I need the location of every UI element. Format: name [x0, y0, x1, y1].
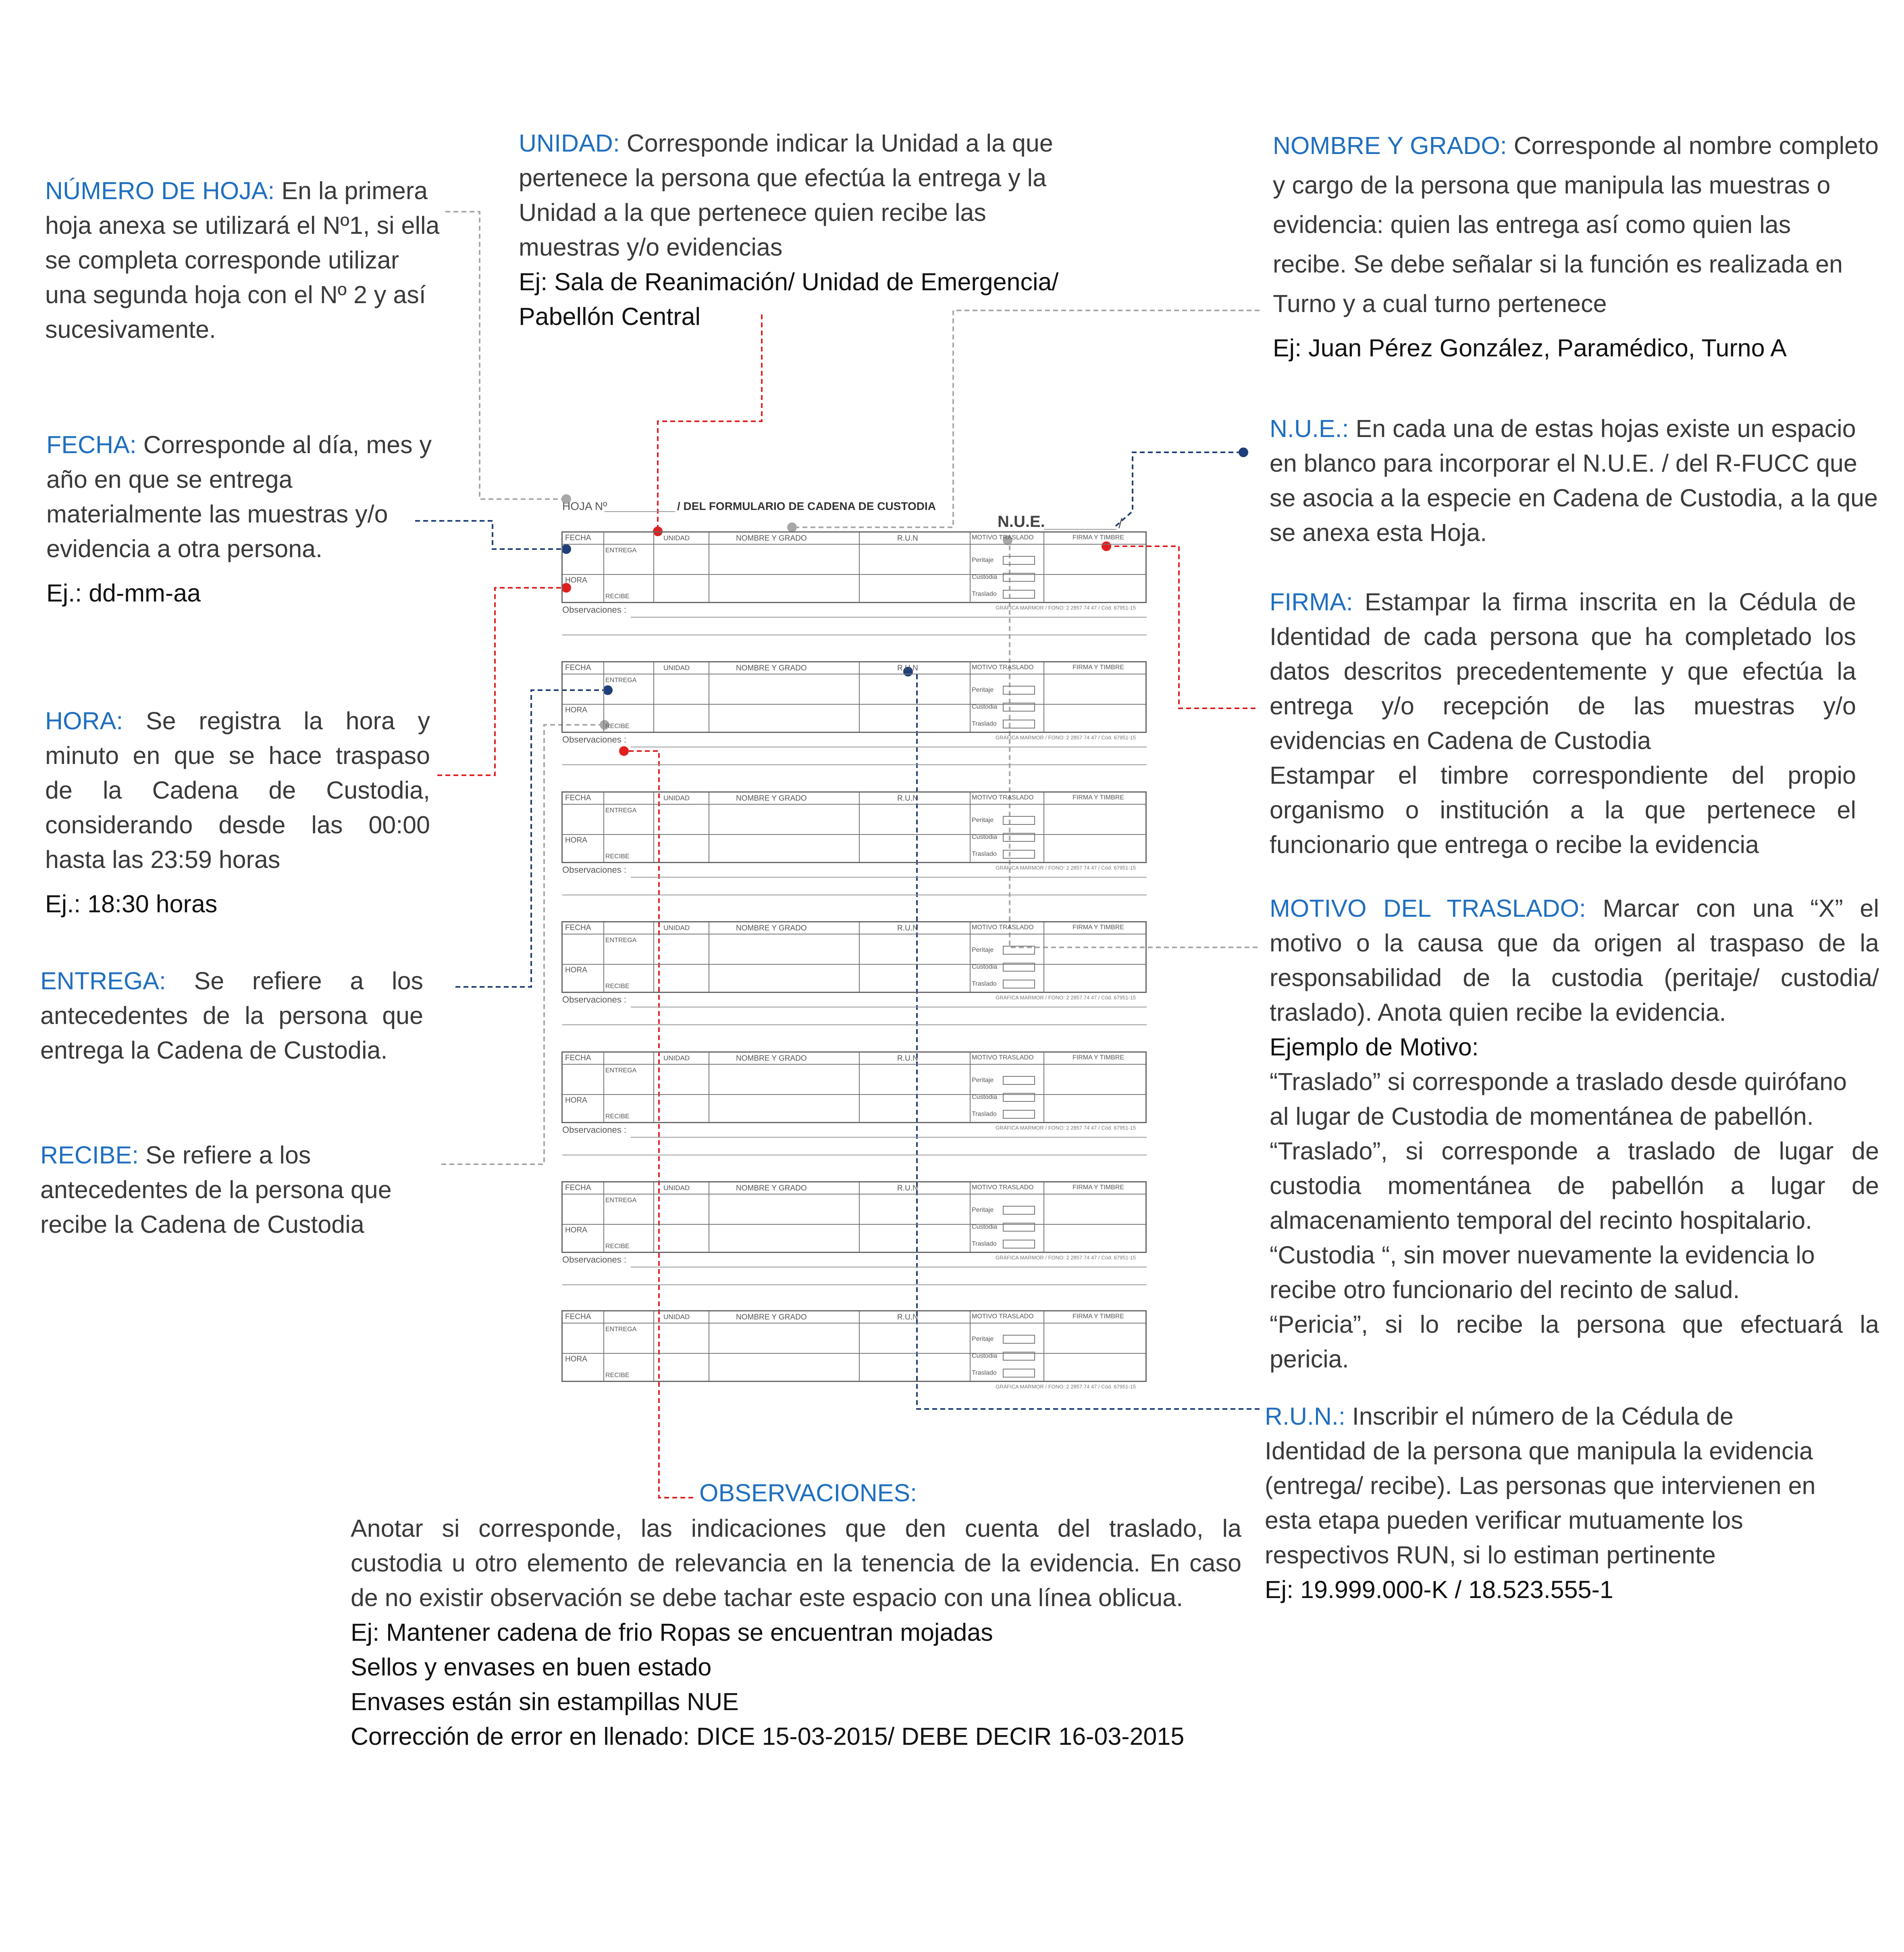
- note-line: considerando desde las 00:00: [45, 811, 430, 839]
- header-divider: [563, 1194, 1145, 1195]
- col-divider: [653, 662, 654, 732]
- motivo-peritaje-checkbox[interactable]: [1003, 1206, 1035, 1215]
- connector-dot-observaciones: [619, 746, 629, 756]
- motivo-traslado-checkbox[interactable]: [1003, 980, 1035, 988]
- form-block: [561, 921, 1147, 993]
- note-line: recibe. Se debe señalar si la función es realizada en: [1273, 250, 1843, 278]
- motivo-custodia-label: Custodia: [972, 574, 998, 581]
- observaciones-label: Observaciones :: [562, 1125, 626, 1135]
- motivo-traslado-checkbox[interactable]: [1003, 1240, 1035, 1249]
- header-divider: [563, 1323, 1145, 1324]
- col-header-nombre: NOMBRE Y GRADO: [736, 924, 807, 932]
- motivo-custodia-checkbox[interactable]: [1003, 1223, 1035, 1232]
- note-label: RECIBE:: [40, 1141, 139, 1169]
- note-line: Anotar si corresponde, las indicaciones que den cuenta del traslado, la: [351, 1515, 1241, 1542]
- note-label: ENTREGA:: [40, 967, 166, 995]
- col-divider: [603, 1053, 604, 1122]
- col-divider: [970, 533, 971, 602]
- form-block: [561, 1310, 1147, 1382]
- note-example: Ej: Sala de Reanimación/ Unidad de Emergencia/: [519, 268, 1059, 296]
- connector-nue: [1116, 452, 1241, 526]
- col-divider: [1043, 533, 1044, 602]
- note-example: Envases están sin estampillas NUE: [351, 1688, 739, 1715]
- col-header-firma: FIRMA Y TIMBRE: [1073, 534, 1125, 541]
- connector-dot-nue: [1239, 447, 1248, 457]
- note-body: [1270, 758, 1856, 827]
- observaciones-line[interactable]: [562, 1024, 1147, 1025]
- note-label: FIRMA:: [1270, 588, 1353, 616]
- observaciones-line[interactable]: [562, 1284, 1147, 1285]
- hoja-number-line: [605, 511, 675, 512]
- note-example: Corrección de error en llenado: DICE 15-03-2015/ DEBE DECIR 16-03-2015: [351, 1723, 1185, 1750]
- form-title: [677, 500, 936, 513]
- connector-unidad: [658, 314, 762, 531]
- note-line: “Pericia”, si lo recibe la persona que efectuará la: [1270, 1311, 1879, 1338]
- form-block: [561, 661, 1147, 733]
- note-motivo: [1270, 891, 1879, 1376]
- note-unidad: [519, 126, 1091, 334]
- col-divider: [1043, 1311, 1044, 1381]
- recibe-label: RECIBE: [605, 1113, 630, 1120]
- note-label: MOTIVO DEL TRASLADO:: [1270, 895, 1586, 922]
- observaciones-line[interactable]: [631, 877, 1147, 878]
- entrega-label: ENTREGA: [605, 1197, 637, 1204]
- note-firma: [1270, 585, 1856, 862]
- col-header-fecha: FECHA: [565, 664, 591, 672]
- recibe-label: RECIBE: [605, 853, 630, 860]
- note-line: En cada una de estas hojas existe un espacio: [1349, 415, 1856, 442]
- row-divider: [563, 1353, 1145, 1354]
- note-line: Inscribir el número de la Cédula de: [1345, 1403, 1734, 1430]
- col-divider: [859, 533, 860, 602]
- hora-label: HORA: [565, 576, 587, 585]
- col-header-unidad: UNIDAD: [663, 924, 690, 932]
- note-line: recibe la Cadena de Custodia: [40, 1211, 364, 1238]
- col-divider: [653, 1182, 654, 1252]
- col-header-motivo: MOTIVO TRASLADO: [972, 534, 1034, 541]
- form-block: [561, 531, 1147, 603]
- motivo-peritaje-label: Peritaje: [972, 947, 994, 953]
- motivo-traslado-checkbox[interactable]: [1003, 590, 1035, 599]
- col-divider: [1043, 1053, 1044, 1122]
- col-divider: [653, 793, 654, 862]
- note-label: HORA:: [45, 707, 123, 735]
- connector-hora: [437, 588, 566, 775]
- connector-nombre-grado: [792, 310, 1260, 527]
- note-line: en blanco para incorporar el N.U.E. / del R-FUCC que: [1270, 450, 1857, 477]
- col-header-fecha: FECHA: [565, 1313, 591, 1321]
- form-printer-note: GRÁFICA MARMOR / FONO: 2 2857 74 47 / Cód. 67951-15: [996, 865, 1136, 871]
- note-line: de la Cadena de Custodia,: [45, 776, 430, 804]
- motivo-custodia-label: Custodia: [972, 1224, 998, 1230]
- note-label: R.U.N.:: [1265, 1403, 1345, 1430]
- motivo-peritaje-label: Peritaje: [972, 817, 994, 824]
- col-divider: [603, 1311, 604, 1381]
- col-divider: [859, 662, 860, 732]
- col-divider: [653, 1053, 654, 1122]
- note-line: entrega la Cadena de Custodia.: [40, 1036, 388, 1064]
- note-example: Sellos y envases en buen estado: [351, 1653, 712, 1681]
- note-body: [351, 1511, 1241, 1580]
- note-line: Identidad de la persona que manipula la evidencia: [1265, 1437, 1813, 1465]
- note-line: y cargo de la persona que manipula las muestras o: [1273, 171, 1831, 199]
- note-line: custodia u otro elemento de relevancia en la tenencia de la evidencia. En caso: [351, 1549, 1241, 1577]
- entrega-label: ENTREGA: [605, 677, 637, 684]
- note-line: hoja anexa se utilizará el Nº1, si ella: [45, 212, 440, 239]
- observaciones-line[interactable]: [631, 617, 1147, 618]
- col-divider: [653, 533, 654, 602]
- col-header-run: R.U.N: [897, 924, 918, 932]
- header-divider: [563, 804, 1145, 805]
- entrega-label: ENTREGA: [605, 807, 637, 814]
- observaciones-label: Observaciones :: [562, 605, 626, 615]
- col-divider: [603, 1182, 604, 1252]
- hora-label: HORA: [565, 1226, 587, 1234]
- note-line: Corresponde al nombre completo: [1507, 132, 1879, 159]
- col-header-nombre: NOMBRE Y GRADO: [736, 1313, 807, 1321]
- note-line: traslado). Anota quien recibe la evidencia.: [1270, 999, 1726, 1026]
- connector-run: [917, 672, 1260, 1409]
- col-header-run: R.U.N: [897, 664, 918, 672]
- note-line: Identidad de cada persona que ha completado los: [1270, 623, 1856, 650]
- nue-field-line: [1044, 529, 1116, 530]
- col-divider: [603, 662, 604, 732]
- note-line: custodia momentánea de pabellón a lugar de: [1270, 1172, 1879, 1199]
- motivo-peritaje-label: Peritaje: [972, 1336, 994, 1342]
- col-header-unidad: UNIDAD: [663, 794, 690, 802]
- col-header-run: R.U.N: [897, 1054, 918, 1063]
- header-divider: [563, 1064, 1145, 1065]
- hora-label: HORA: [565, 1096, 587, 1105]
- recibe-label: RECIBE: [605, 1243, 630, 1250]
- note-hora: [45, 703, 430, 921]
- col-divider: [859, 1311, 860, 1381]
- col-divider: [1043, 1182, 1044, 1252]
- note-fecha: [46, 427, 453, 610]
- note-label: UNIDAD:: [519, 129, 620, 157]
- col-divider: [653, 922, 654, 992]
- note-line: motivo o la causa que da origen al traspaso de la: [1270, 929, 1879, 957]
- motivo-traslado-label: Traslado: [972, 1369, 997, 1376]
- col-divider: [970, 1053, 971, 1122]
- note-example: Ej: 19.999.000-K / 18.523.555-1: [1265, 1576, 1613, 1603]
- observaciones-label: Observaciones :: [562, 1255, 626, 1265]
- entrega-label: ENTREGA: [605, 937, 637, 944]
- note-line: se completa corresponde utilizar: [45, 246, 399, 274]
- motivo-peritaje-checkbox[interactable]: [1003, 1076, 1035, 1085]
- note-line: “Custodia “, sin mover nuevamente la evidencia lo: [1270, 1241, 1815, 1269]
- col-header-firma: FIRMA Y TIMBRE: [1073, 1054, 1125, 1061]
- note-body: [40, 964, 423, 1033]
- col-header-run: R.U.N: [897, 534, 918, 543]
- note-nombre-grado: [1273, 126, 1902, 368]
- col-header-motivo: MOTIVO TRASLADO: [972, 664, 1034, 671]
- recibe-label: RECIBE: [605, 723, 630, 730]
- row-divider: [563, 964, 1145, 965]
- note-example: Ej.: dd-mm-aa: [46, 579, 201, 607]
- note-line: esta etapa pueden verificar mutuamente los: [1265, 1507, 1743, 1534]
- note-line: antecedentes de la persona que: [40, 1002, 423, 1029]
- motivo-custodia-label: Custodia: [972, 703, 998, 710]
- note-line: Se registra la hora y: [123, 707, 430, 735]
- note-line: funcionario que entrega o recibe la evidencia: [1270, 831, 1759, 858]
- note-example-title: Ejemplo de Motivo:: [1270, 1033, 1479, 1061]
- col-header-nombre: NOMBRE Y GRADO: [736, 534, 807, 543]
- motivo-custodia-checkbox[interactable]: [1003, 963, 1035, 972]
- col-header-unidad: UNIDAD: [663, 1184, 690, 1192]
- note-line: recibe otro funcionario del recinto de salud.: [1270, 1276, 1740, 1303]
- form-printer-note: GRÁFICA MARMOR / FONO: 2 2857 74 47 / Cód. 67951-15: [996, 1384, 1136, 1390]
- motivo-custodia-checkbox[interactable]: [1003, 703, 1035, 712]
- col-divider: [1043, 793, 1044, 862]
- note-line: entrega y/o recepción de las muestras y/o: [1270, 692, 1856, 720]
- note-line: pertenece la persona que efectúa la entrega y la: [519, 164, 1047, 191]
- row-divider: [563, 704, 1145, 705]
- observaciones-label: Observaciones :: [562, 865, 626, 875]
- motivo-peritaje-checkbox[interactable]: [1003, 1335, 1035, 1344]
- col-divider: [603, 533, 604, 602]
- col-header-firma: FIRMA Y TIMBRE: [1073, 924, 1125, 931]
- note-line: muestras y/o evidencias: [519, 233, 783, 261]
- col-divider: [970, 662, 971, 732]
- motivo-traslado-label: Traslado: [972, 1111, 997, 1118]
- hora-label: HORA: [565, 836, 587, 845]
- observaciones-label: Observaciones :: [562, 995, 626, 1005]
- recibe-label: RECIBE: [605, 1372, 630, 1379]
- col-divider: [859, 793, 860, 862]
- motivo-peritaje-label: Peritaje: [972, 1077, 994, 1084]
- recibe-label: RECIBE: [605, 593, 630, 600]
- col-header-firma: FIRMA Y TIMBRE: [1073, 794, 1125, 801]
- note-line: hasta las 23:59 horas: [45, 846, 281, 873]
- motivo-peritaje-label: Peritaje: [972, 1207, 994, 1213]
- entrega-label: ENTREGA: [605, 1326, 637, 1333]
- note-label: NÚMERO DE HOJA:: [45, 177, 275, 204]
- motivo-custodia-checkbox[interactable]: [1003, 573, 1035, 582]
- note-line: almacenamiento temporal del recinto hospitalario.: [1270, 1207, 1813, 1234]
- note-body: [1270, 1134, 1879, 1203]
- note-line: una segunda hoja con el Nº 2 y así: [45, 281, 426, 308]
- motivo-custodia-checkbox[interactable]: [1003, 1093, 1035, 1102]
- note-line: antecedentes de la persona que: [40, 1176, 392, 1203]
- note-numero-hoja: [45, 173, 460, 347]
- note-line: Corresponde indicar la Unidad a la que: [619, 129, 1053, 157]
- motivo-peritaje-checkbox[interactable]: [1003, 946, 1035, 955]
- form-block: [561, 1181, 1147, 1253]
- note-body: [1270, 1307, 1879, 1342]
- note-example: Ej.: 18:30 horas: [45, 890, 218, 918]
- hoja-label: HOJA Nº: [562, 500, 607, 512]
- note-label: NOMBRE Y GRADO:: [1273, 132, 1507, 159]
- note-line: al lugar de Custodia de momentánea de pabellón.: [1270, 1103, 1814, 1130]
- col-header-nombre: NOMBRE Y GRADO: [736, 794, 807, 803]
- row-divider: [563, 574, 1145, 575]
- motivo-traslado-label: Traslado: [972, 591, 997, 597]
- nue-field-slash: /: [1118, 516, 1122, 531]
- form-block: [561, 1051, 1147, 1123]
- col-header-unidad: UNIDAD: [663, 1313, 690, 1321]
- note-run: [1265, 1399, 1861, 1607]
- nue-field-label: N.U.E.: [998, 513, 1045, 531]
- note-body: [1270, 891, 1879, 995]
- col-divider: [1043, 922, 1044, 992]
- col-header-motivo: MOTIVO TRASLADO: [972, 924, 1034, 931]
- note-line: Marcar con una “X” el: [1586, 895, 1879, 922]
- motivo-traslado-label: Traslado: [972, 851, 997, 857]
- note-line: responsabilidad de la custodia (peritaje/ custodia/: [1270, 964, 1879, 991]
- motivo-peritaje-checkbox[interactable]: [1003, 556, 1035, 565]
- col-header-unidad: UNIDAD: [663, 534, 690, 542]
- note-line: respectivos RUN, si lo estiman pertinente: [1265, 1541, 1716, 1569]
- form-block: [561, 791, 1147, 863]
- note-line: datos descritos precedentemente y que efectúa la: [1270, 658, 1856, 685]
- motivo-traslado-checkbox[interactable]: [1003, 1110, 1035, 1119]
- note-line: año en que se entrega: [46, 466, 293, 493]
- motivo-custodia-checkbox[interactable]: [1003, 833, 1035, 842]
- col-header-fecha: FECHA: [565, 924, 591, 932]
- col-header-fecha: FECHA: [565, 1184, 591, 1192]
- note-line: Turno y a cual turno pertenece: [1273, 290, 1607, 317]
- motivo-traslado-label: Traslado: [972, 720, 997, 727]
- col-header-fecha: FECHA: [565, 794, 591, 802]
- col-header-run: R.U.N: [897, 794, 918, 803]
- note-line: minuto en que se hace traspaso: [45, 742, 430, 769]
- note-entrega: [40, 964, 423, 1068]
- col-divider: [603, 922, 604, 992]
- note-line: (entrega/ recibe). Las personas que intervienen en: [1265, 1472, 1816, 1499]
- note-label: FECHA:: [46, 431, 137, 458]
- note-line: Se refiere a los: [139, 1141, 311, 1169]
- note-body: [1270, 585, 1856, 723]
- col-divider: [859, 1182, 860, 1252]
- motivo-traslado-label: Traslado: [972, 1240, 997, 1247]
- col-divider: [970, 1311, 971, 1381]
- col-divider: [653, 1311, 654, 1381]
- form-printer-note: GRÁFICA MARMOR / FONO: 2 2857 74 47 / Cód. 67951-15: [996, 995, 1136, 1001]
- observaciones-line[interactable]: [631, 1137, 1147, 1138]
- note-line: “Traslado”, si corresponde a traslado de lugar de: [1270, 1137, 1879, 1165]
- col-header-unidad: UNIDAD: [663, 664, 690, 672]
- note-line: de no existir observación se debe tachar este espacio con una línea oblicua.: [351, 1584, 1183, 1611]
- col-header-firma: FIRMA Y TIMBRE: [1073, 1184, 1125, 1191]
- note-line: evidencias en Cadena de Custodia: [1270, 727, 1651, 754]
- note-example: Ej: Juan Pérez González, Paramédico, Turno A: [1273, 334, 1787, 362]
- note-line: sucesivamente.: [45, 316, 216, 343]
- note-line: Se refiere a los: [166, 967, 423, 995]
- note-example: Pabellón Central: [519, 303, 701, 330]
- col-divider: [970, 1182, 971, 1252]
- note-observaciones-label: [699, 1475, 917, 1510]
- motivo-traslado-checkbox[interactable]: [1003, 1369, 1035, 1378]
- col-divider: [970, 793, 971, 862]
- note-line: organismo o institución a la que pertenece el: [1270, 796, 1856, 824]
- note-label: OBSERVACIONES:: [699, 1479, 917, 1507]
- col-divider: [970, 922, 971, 992]
- row-divider: [563, 1224, 1145, 1225]
- col-header-fecha: FECHA: [565, 1054, 591, 1062]
- motivo-peritaje-label: Peritaje: [972, 557, 994, 564]
- observaciones-label: Observaciones :: [562, 735, 626, 745]
- note-line: Estampar el timbre correspondiente del propio: [1270, 762, 1856, 789]
- motivo-peritaje-checkbox[interactable]: [1003, 816, 1035, 825]
- note-nue: [1270, 411, 1898, 550]
- entrega-label: ENTREGA: [605, 547, 637, 554]
- col-header-unidad: UNIDAD: [663, 1054, 690, 1062]
- motivo-custodia-label: Custodia: [972, 1353, 998, 1359]
- motivo-custodia-checkbox[interactable]: [1003, 1352, 1035, 1361]
- col-header-motivo: MOTIVO TRASLADO: [972, 1313, 1034, 1320]
- observaciones-line[interactable]: [562, 764, 1147, 765]
- motivo-traslado-checkbox[interactable]: [1003, 850, 1035, 859]
- hora-label: HORA: [565, 966, 587, 974]
- note-line: “Traslado” si corresponde a traslado desde quirófano: [1270, 1068, 1847, 1095]
- motivo-peritaje-label: Peritaje: [972, 687, 994, 693]
- entrega-label: ENTREGA: [605, 1067, 637, 1074]
- col-header-motivo: MOTIVO TRASLADO: [972, 1184, 1034, 1191]
- note-line: se asocia a la especie en Cadena de Custodia, a la que: [1270, 484, 1878, 512]
- form-printer-note: GRÁFICA MARMOR / FONO: 2 2857 74 47 / Cód. 67951-15: [996, 605, 1136, 611]
- col-divider: [859, 1053, 860, 1122]
- row-divider: [563, 834, 1145, 835]
- col-header-firma: FIRMA Y TIMBRE: [1073, 664, 1125, 671]
- motivo-traslado-checkbox[interactable]: [1003, 720, 1035, 728]
- col-header-firma: FIRMA Y TIMBRE: [1073, 1313, 1125, 1320]
- col-header-motivo: MOTIVO TRASLADO: [972, 1054, 1034, 1061]
- note-line: pericia.: [1270, 1345, 1349, 1373]
- hora-label: HORA: [565, 1355, 587, 1363]
- note-line: se anexa esta Hoja.: [1270, 519, 1487, 546]
- note-line: Estampar la firma inscrita en la Cédula de: [1353, 588, 1856, 616]
- note-label: N.U.E.:: [1270, 415, 1349, 442]
- motivo-traslado-label: Traslado: [972, 980, 997, 987]
- note-body: [45, 703, 430, 842]
- col-header-nombre: NOMBRE Y GRADO: [736, 1054, 807, 1063]
- note-example: Ej: Mantener cadena de frio Ropas se encuentran mojadas: [351, 1619, 993, 1646]
- motivo-peritaje-checkbox[interactable]: [1003, 686, 1035, 695]
- col-header-run: R.U.N: [897, 1313, 918, 1321]
- note-line: En la primera: [274, 177, 428, 204]
- col-divider: [1043, 662, 1044, 732]
- motivo-custodia-label: Custodia: [972, 1094, 998, 1101]
- col-header-motivo: MOTIVO TRASLADO: [972, 794, 1034, 801]
- note-line: materialmente las muestras y/o: [46, 500, 388, 528]
- form-printer-note: GRÁFICA MARMOR / FONO: 2 2857 74 47 / Cód. 67951-15: [996, 1125, 1136, 1131]
- form-printer-note: GRÁFICA MARMOR / FONO: 2 2857 74 47 / Cód. 67951-15: [996, 735, 1136, 741]
- col-divider: [603, 793, 604, 862]
- motivo-custodia-label: Custodia: [972, 834, 998, 841]
- col-header-nombre: NOMBRE Y GRADO: [736, 1184, 807, 1192]
- recibe-label: RECIBE: [605, 983, 630, 990]
- note-observaciones: [351, 1511, 1241, 1754]
- col-header-run: R.U.N: [897, 1184, 918, 1192]
- form-printer-note: GRÁFICA MARMOR / FONO: 2 2857 74 47 / Cód. 67951-15: [996, 1255, 1136, 1261]
- col-divider: [859, 922, 860, 992]
- note-line: evidencia: quien las entrega así como quien las: [1273, 211, 1791, 238]
- col-header-fecha: FECHA: [565, 534, 591, 542]
- connector-dot-nombre-grado: [787, 522, 797, 532]
- motivo-custodia-label: Custodia: [972, 964, 998, 970]
- note-recibe: [40, 1138, 443, 1242]
- hora-label: HORA: [565, 706, 587, 714]
- col-header-nombre: NOMBRE Y GRADO: [736, 664, 807, 672]
- header-divider: [563, 544, 1145, 545]
- note-line: Corresponde al día, mes y: [136, 431, 432, 458]
- row-divider: [563, 1094, 1145, 1095]
- note-line: evidencia a otra persona.: [46, 535, 322, 562]
- form-title-text: / DEL FORMULARIO DE CADENA DE CUSTODIA: [677, 500, 936, 512]
- note-line: Unidad a la que pertenece quien recibe las: [519, 199, 986, 226]
